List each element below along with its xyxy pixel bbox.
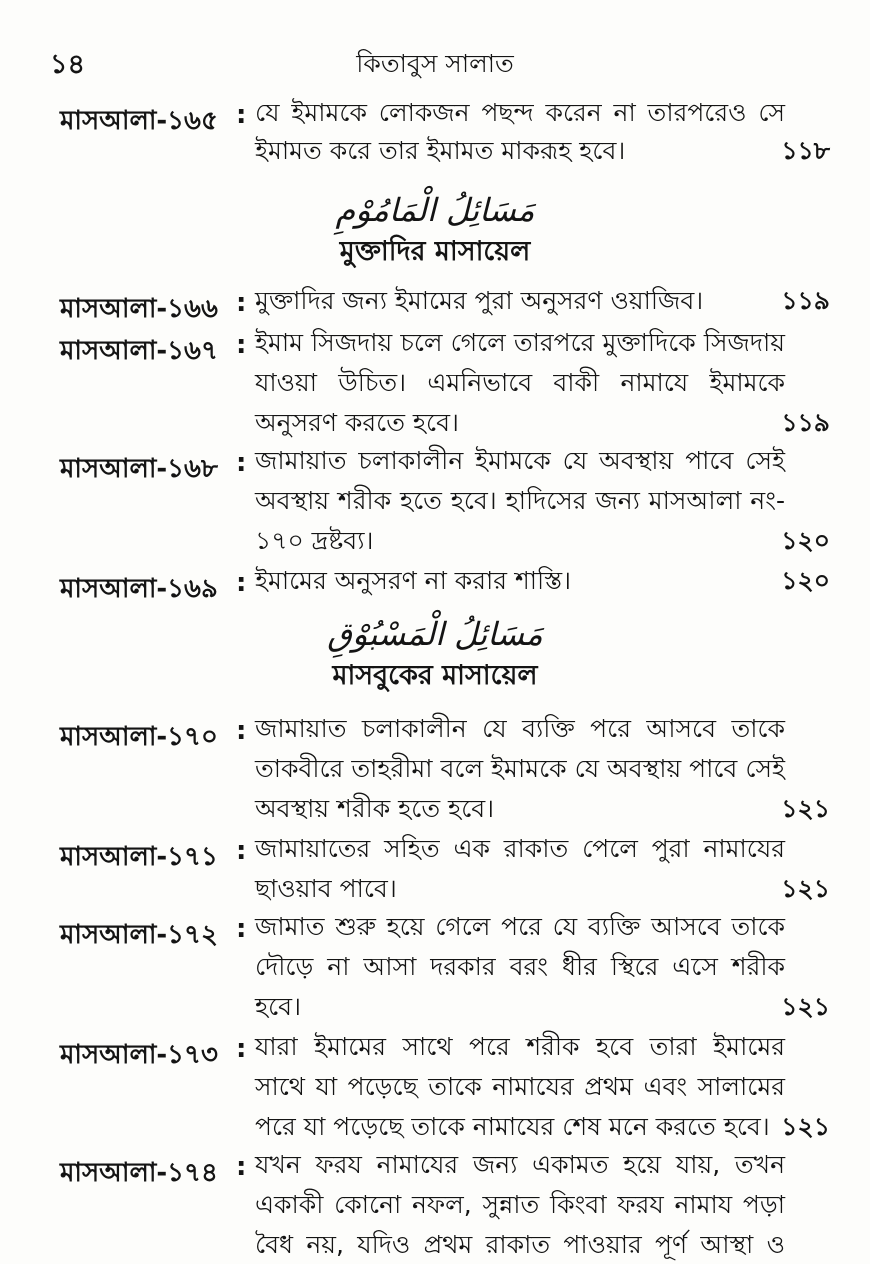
entry-label: মাসআলা-১৬৫ (60, 106, 218, 136)
entry-line: যাওয়া উচিত। এমনিভাবে বাকী নামাযে ইমামকে (255, 368, 785, 397)
entry-line: জামাত শুরু হয়ে গেলে পরে যে ব্যক্তি আসবে তাকে (255, 912, 785, 941)
entry-page-ref: ১২০ (781, 566, 830, 595)
entry-line: ইমামত করে তার ইমামত মাকরূহ হবে। (255, 136, 626, 165)
entry-line: অনুসরণ করতে হবে। (255, 408, 459, 437)
entry-line: ইমাম সিজদায় চলে গেলে তারপরে মুক্তাদিকে সিজদায় (255, 328, 785, 357)
entry-page-ref: ১১৯ (781, 286, 830, 315)
entry-line: অবস্থায় শরীক হতে হবে। হাদিসের জন্য মাসআলা নং- (255, 486, 785, 515)
entry-line: সাথে যা পড়েছে তাকে নামাযের প্রথম এবং সালামের (255, 1072, 785, 1101)
entry-line: জামায়াত চলাকালীন ইমামকে যে অবস্থায় পাবে সেই (255, 446, 785, 475)
entry-label: মাসআলা-১৬৯ (60, 574, 218, 604)
entry-page-ref: ১২১ (781, 1112, 830, 1141)
entry-label: মাসআলা-১৬৬ (60, 294, 218, 324)
entry-line: ১৭০ দ্রষ্টব্য। (255, 526, 374, 555)
section-masbuq (0, 612, 870, 696)
entry-page-ref: ১২১ (781, 992, 830, 1021)
entry-page-ref: ১২১ (781, 794, 830, 823)
section-title: মুক্তাদির মাসায়েল (339, 236, 531, 267)
entry-line: পরে যা পড়েছে তাকে নামাযের শেষ মনে করতে হবে। (255, 1112, 770, 1141)
entry-label: মাসআলা-১৭৪ (60, 1158, 218, 1188)
entry-label: মাসআলা-১৭২ (60, 920, 218, 950)
entry-line: দৌড়ে না আসা দরকার বরং ধীর স্থিরে এসে শরীক (255, 952, 785, 981)
entry-page-ref: ১২১ (781, 874, 830, 903)
entry-line: যখন ফরয নামাযের জন্য একামত হয়ে যায়, তখন (255, 1150, 785, 1179)
entry-label: মাসআলা-১৭০ (60, 722, 218, 752)
entry-label: মাসআলা-১৭১ (60, 842, 218, 872)
entry-line: অবস্থায় শরীক হতে হবে। (255, 794, 495, 823)
entry-page-ref: ১২০ (781, 526, 830, 555)
running-title: কিতাবুস সালাত (356, 49, 514, 78)
section-muqtadi (0, 188, 870, 272)
entry-line: ইমামের অনুসরণ না করার শাস্তি। (255, 566, 572, 595)
page-header (0, 42, 870, 82)
entry-line: ছাওয়াব পাবে। (255, 874, 397, 903)
entry-line: জামায়াত চলাকালীন যে ব্যক্তি পরে আসবে তাকে (255, 714, 785, 743)
page-number: ১৪ (50, 49, 86, 80)
entry-line: যে ইমামকে লোকজন পছন্দ করেন না তারপরেও সে (255, 98, 785, 127)
entry-page-ref: ১১৯ (781, 408, 830, 437)
entry-line: তাকবীরে তাহরীমা বলে ইমামকে যে অবস্থায় পাবে সেই (255, 754, 785, 783)
entry-line: যারা ইমামের সাথে পরে শরীক হবে তারা ইমামের (255, 1032, 785, 1061)
entry-line: জামায়াতের সহিত এক রাকাত পেলে পুরা নামাযের (255, 834, 785, 863)
section-arabic-title: مَسَائِلُ الْمَسْبُوْقِ (327, 615, 543, 653)
entry-label: মাসআলা-১৭৩ (60, 1040, 218, 1070)
entry-label: মাসআলা-১৬৭ (60, 336, 218, 366)
entry-label: মাসআলা-১৬৮ (60, 454, 218, 484)
entry-line: মুক্তাদির জন্য ইমামের পুরা অনুসরণ ওয়াজিব। (255, 286, 704, 315)
entry-page-ref: ১১৮ (781, 136, 830, 165)
section-arabic-title: مَسَائِلُ الْمَامُوْمِ (335, 191, 535, 229)
entry-line: হবে। (255, 992, 302, 1021)
entry-line: একাকী কোনো নফল, সুন্নাত কিংবা ফরয নামায পড়া (255, 1190, 785, 1219)
entry-line: বৈধ নয়, যদিও প্রথম রাকাত পাওয়ার পূর্ণ আস্থা ও (255, 1230, 785, 1259)
section-title: মাসবুকের মাসায়েল (332, 660, 538, 691)
